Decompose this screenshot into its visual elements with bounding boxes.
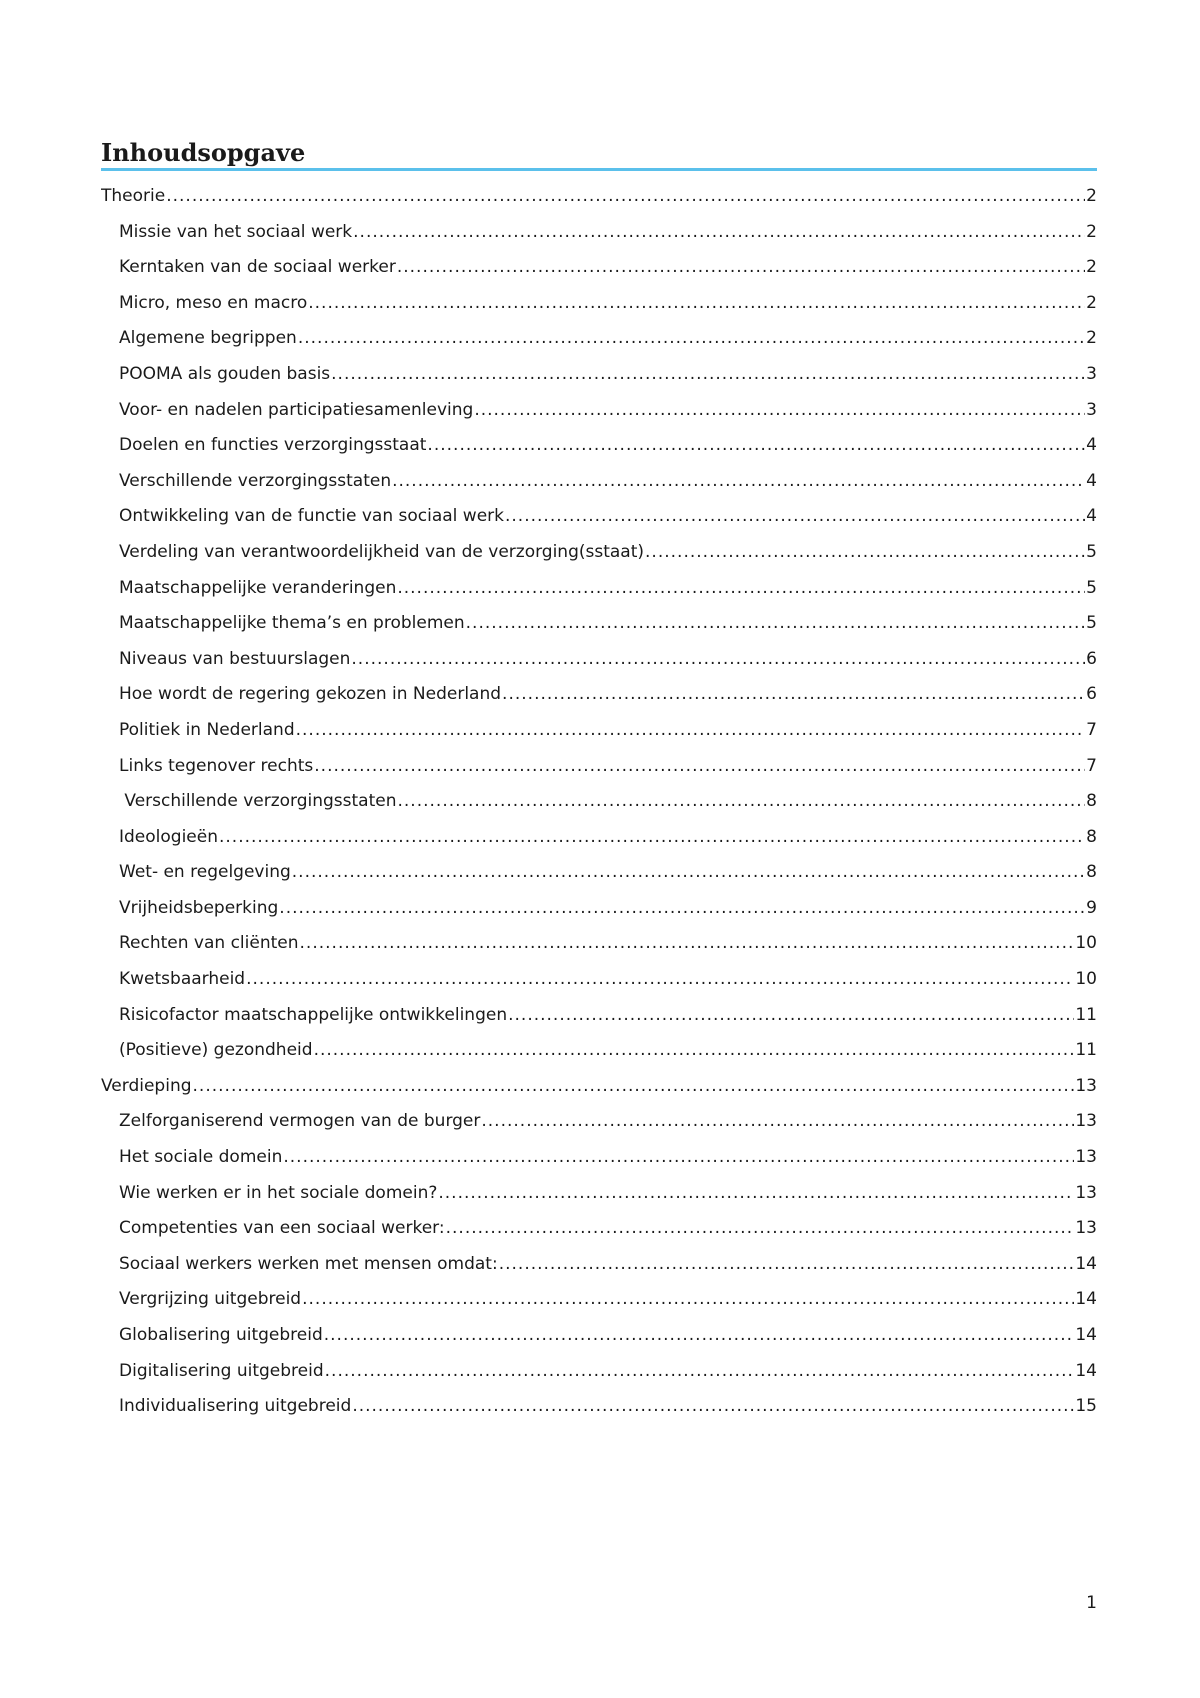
toc-entry-title: Kerntaken van de sociaal werker xyxy=(119,257,396,278)
toc-subsection-entry[interactable] xyxy=(101,962,1097,998)
toc-subsection-entry[interactable] xyxy=(101,677,1097,713)
toc-subsection-entry[interactable] xyxy=(101,464,1097,500)
toc-dot-leader xyxy=(325,1354,1075,1390)
toc-subsection-entry[interactable] xyxy=(101,1247,1097,1283)
toc-dot-leader xyxy=(308,286,1085,322)
toc-dot-leader xyxy=(427,428,1085,464)
toc-subsection-entry[interactable] xyxy=(101,713,1097,749)
toc-entry-title: Politiek in Nederland xyxy=(119,719,295,740)
toc-dot-leader xyxy=(302,1282,1074,1318)
toc-entry-title: Risicofactor maatschappelijke ontwikkelingen xyxy=(119,1004,508,1025)
toc-subsection-entry[interactable] xyxy=(101,891,1097,927)
toc-entry-title: Wet- en regelgeving xyxy=(119,862,291,883)
toc-subsection-entry[interactable] xyxy=(101,998,1097,1034)
toc-entry-page-number: 8 xyxy=(1086,862,1097,883)
toc-subsection-entry[interactable] xyxy=(101,357,1097,393)
toc-dot-leader xyxy=(466,606,1086,642)
toc-section-entry[interactable] xyxy=(101,1069,1097,1105)
toc-dot-leader xyxy=(397,250,1085,286)
toc-entry-title: Theorie xyxy=(101,186,166,206)
toc-subsection-entry[interactable] xyxy=(101,286,1097,322)
toc-subsection-entry[interactable] xyxy=(101,321,1097,357)
toc-subsection-entry[interactable] xyxy=(101,428,1097,464)
toc-subsection-entry[interactable] xyxy=(101,1282,1097,1318)
toc-entry-title: Algemene begrippen xyxy=(119,328,297,349)
toc-subsection-entry[interactable] xyxy=(101,1176,1097,1212)
toc-entry-title: Maatschappelijke veranderingen xyxy=(119,577,397,598)
toc-dot-leader xyxy=(502,677,1085,713)
toc-dot-leader xyxy=(314,1033,1075,1069)
toc-entry-page-number: 6 xyxy=(1086,648,1097,669)
toc-section-entry[interactable] xyxy=(101,179,1097,215)
toc-entry-page-number: 2 xyxy=(1086,186,1097,206)
toc-entry-title: POOMA als gouden basis xyxy=(119,363,331,384)
toc-entry-page-number: 13 xyxy=(1075,1147,1097,1168)
toc-entry-page-number: 4 xyxy=(1086,435,1097,456)
toc-entry-title: Verschillende verzorgingsstaten xyxy=(119,791,397,812)
toc-dot-leader xyxy=(193,1069,1075,1105)
toc-subsection-entry[interactable] xyxy=(101,250,1097,286)
toc-entry-title: Verdieping xyxy=(101,1075,192,1096)
toc-entry-page-number: 4 xyxy=(1086,506,1097,527)
toc-subsection-entry[interactable] xyxy=(101,1389,1097,1425)
toc-subsection-entry[interactable] xyxy=(101,1354,1097,1390)
toc-entry-title: Kwetsbaarheid xyxy=(119,969,246,990)
toc-dot-leader xyxy=(279,891,1085,927)
toc-subsection-entry[interactable] xyxy=(101,1211,1097,1247)
toc-entry-title: Ideologieën xyxy=(119,826,218,847)
toc-dot-leader xyxy=(324,1318,1075,1354)
toc-dot-leader xyxy=(246,962,1074,998)
toc-entry-title: Voor- en nadelen participatiesamenleving xyxy=(119,399,474,420)
toc-dot-leader xyxy=(397,571,1085,607)
toc-entry-page-number: 5 xyxy=(1086,541,1097,562)
toc-entry-page-number: 2 xyxy=(1086,221,1097,242)
toc-entry-page-number: 6 xyxy=(1086,684,1097,705)
toc-dot-leader xyxy=(296,713,1086,749)
toc-entry-page-number: 14 xyxy=(1075,1360,1097,1381)
toc-entry-title: Sociaal werkers werken met mensen omdat: xyxy=(119,1253,498,1274)
toc-dot-leader xyxy=(392,464,1085,500)
toc-entry-page-number: 3 xyxy=(1086,399,1097,420)
toc-entry-title: Hoe wordt de regering gekozen in Nederland xyxy=(119,684,502,705)
toc-entry-page-number: 2 xyxy=(1086,292,1097,313)
toc-dot-leader xyxy=(508,998,1074,1034)
heading-underline xyxy=(101,168,1097,171)
toc-entry-page-number: 13 xyxy=(1075,1182,1097,1203)
toc-dot-leader xyxy=(283,1140,1074,1176)
toc-entry-page-number: 2 xyxy=(1086,257,1097,278)
toc-subsection-entry[interactable] xyxy=(101,215,1097,251)
toc-subsection-entry[interactable] xyxy=(101,1140,1097,1176)
toc-dot-leader xyxy=(166,179,1085,215)
toc-dot-leader xyxy=(474,393,1085,429)
toc-dot-leader xyxy=(505,499,1085,535)
toc-entry-page-number: 10 xyxy=(1075,969,1097,990)
toc-entry-title: Missie van het sociaal werk xyxy=(119,221,353,242)
toc-subsection-entry[interactable] xyxy=(101,1033,1097,1069)
toc-entry-title: Vrijheidsbeperking xyxy=(119,897,279,918)
toc-entry-page-number: 13 xyxy=(1075,1111,1097,1132)
toc-subsection-entry[interactable] xyxy=(101,642,1097,678)
toc-dot-leader xyxy=(499,1247,1075,1283)
toc-entry-page-number: 10 xyxy=(1075,933,1097,954)
toc-dot-leader xyxy=(645,535,1085,571)
toc-subsection-entry[interactable] xyxy=(101,535,1097,571)
toc-entry-title: Niveaus van bestuurslagen xyxy=(119,648,351,669)
toc-subsection-entry[interactable] xyxy=(101,820,1097,856)
toc-entry-title: Globalisering uitgebreid xyxy=(119,1325,323,1345)
toc-entry-title: Verschillende verzorgingsstaten xyxy=(119,470,392,491)
toc-dot-leader xyxy=(351,642,1085,678)
toc-entry-title: Het sociale domein xyxy=(119,1147,283,1168)
toc-heading: Inhoudsopgave xyxy=(101,138,306,167)
toc-entry-title: Vergrijzing uitgebreid xyxy=(119,1289,302,1310)
toc-entry-page-number: 11 xyxy=(1075,1004,1097,1025)
toc-entry-title: Doelen en functies verzorgingsstaat xyxy=(119,435,427,456)
toc-dot-leader xyxy=(298,321,1085,357)
toc-entry-page-number: 3 xyxy=(1086,363,1097,384)
toc-entry-page-number: 13 xyxy=(1075,1218,1097,1239)
toc-subsection-entry[interactable] xyxy=(101,499,1097,535)
toc-entry-page-number: 5 xyxy=(1086,577,1097,598)
toc-dot-leader xyxy=(300,926,1075,962)
toc-dot-leader xyxy=(314,749,1085,785)
toc-subsection-entry[interactable] xyxy=(101,606,1097,642)
toc-dot-leader xyxy=(438,1176,1074,1212)
toc-entry-title: Maatschappelijke thema’s en problemen xyxy=(119,613,465,634)
toc-dot-leader xyxy=(219,820,1085,856)
toc-entry-page-number: 2 xyxy=(1086,328,1097,349)
toc-entry-page-number: 8 xyxy=(1086,826,1097,847)
toc-dot-leader xyxy=(481,1104,1074,1140)
toc-entry-page-number: 5 xyxy=(1086,613,1097,634)
toc-subsection-entry[interactable] xyxy=(101,855,1097,891)
toc-entry-title: Verdeling van verantwoordelijkheid van de verzorging(sstaat) xyxy=(119,541,645,562)
toc-entry-page-number: 11 xyxy=(1075,1040,1097,1061)
toc-dot-leader xyxy=(331,357,1085,393)
toc-entry-page-number: 14 xyxy=(1075,1253,1097,1274)
toc-entry-title: Micro, meso en macro xyxy=(119,292,308,313)
toc-entry-page-number: 9 xyxy=(1086,897,1097,918)
toc-list xyxy=(101,179,1097,1425)
toc-subsection-entry[interactable] xyxy=(101,926,1097,962)
footer-page-number: 1 xyxy=(1086,1593,1097,1613)
toc-entry-page-number: 7 xyxy=(1086,719,1097,740)
toc-entry-title: Wie werken er in het sociale domein? xyxy=(119,1182,438,1203)
toc-entry-title: Links tegenover rechts xyxy=(119,755,314,776)
toc-entry-title: (Positieve) gezondheid xyxy=(119,1040,313,1061)
toc-entry-page-number: 15 xyxy=(1075,1396,1097,1417)
toc-dot-leader xyxy=(398,784,1086,820)
toc-entry-page-number: 14 xyxy=(1075,1325,1097,1345)
toc-entry-title: Digitalisering uitgebreid xyxy=(119,1360,324,1381)
toc-subsection-entry[interactable] xyxy=(101,1318,1097,1354)
toc-dot-leader xyxy=(292,855,1085,891)
toc-entry-page-number: 7 xyxy=(1086,755,1097,776)
toc-entry-page-number: 4 xyxy=(1086,470,1097,491)
toc-subsection-entry[interactable] xyxy=(101,571,1097,607)
toc-entry-page-number: 14 xyxy=(1075,1289,1097,1310)
toc-dot-leader xyxy=(352,1389,1074,1425)
toc-dot-leader xyxy=(353,215,1085,251)
toc-entry-title: Rechten van cliënten xyxy=(119,933,299,954)
toc-subsection-entry[interactable] xyxy=(101,1104,1097,1140)
toc-subsection-entry[interactable] xyxy=(101,784,1097,820)
toc-entry-title: Ontwikkeling van de functie van sociaal werk xyxy=(119,506,504,527)
toc-entry-page-number: 13 xyxy=(1075,1075,1097,1096)
toc-entry-title: Competenties van een sociaal werker: xyxy=(119,1218,445,1239)
toc-dot-leader xyxy=(446,1211,1075,1247)
toc-entry-title: Zelforganiserend vermogen van de burger xyxy=(119,1111,481,1132)
toc-entry-page-number: 8 xyxy=(1086,791,1097,812)
toc-entry-title: Individualisering uitgebreid xyxy=(119,1396,352,1417)
toc-subsection-entry[interactable] xyxy=(101,393,1097,429)
toc-subsection-entry[interactable] xyxy=(101,749,1097,785)
